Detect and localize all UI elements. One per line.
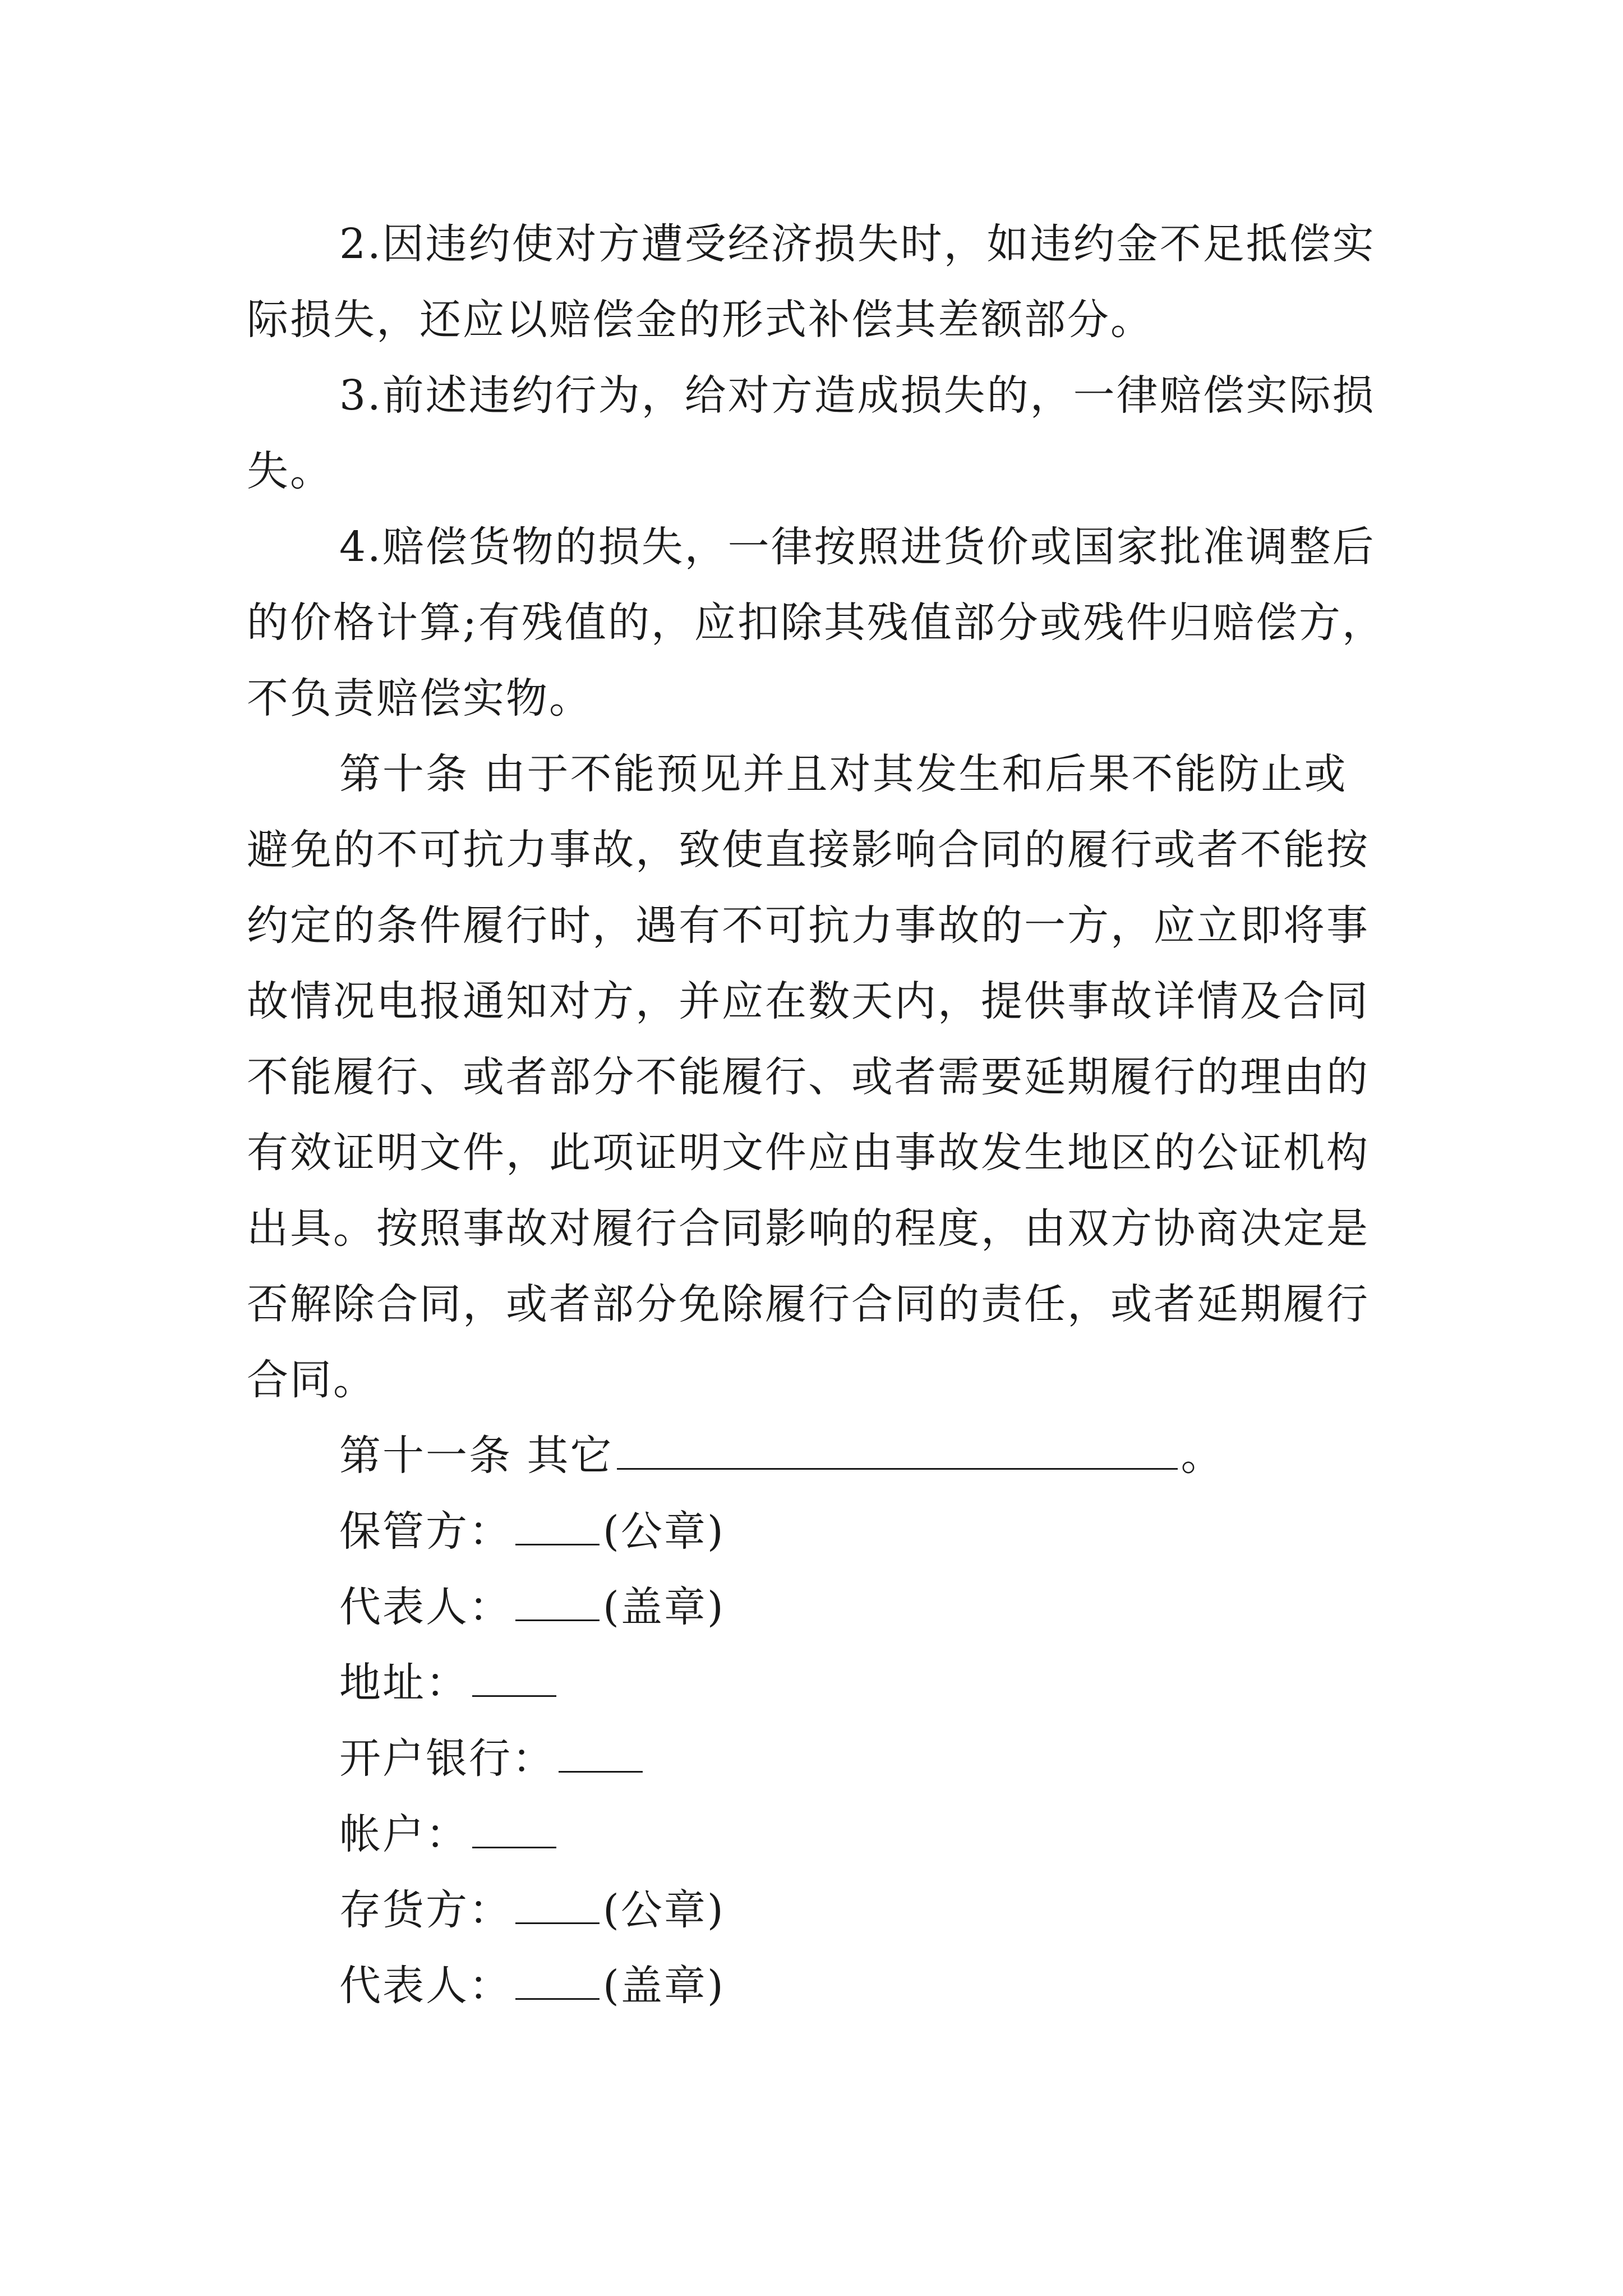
clause-4-line-1: 4.赔偿货物的损失，一律按照进货价或国家批准调整后 <box>339 523 1376 571</box>
depositor-blank <box>515 1883 600 1924</box>
article-10-line-2: 避免的不可抗力事故，致使直接影响合同的履行或者不能按 <box>247 826 1370 874</box>
representative-blank-2 <box>515 1959 600 2000</box>
custodian-label: 保管方： <box>339 1507 512 1556</box>
article-10-line-3: 约定的条件履行时，遇有不可抗力事故的一方，应立即将事 <box>247 901 1370 950</box>
article-10-line-1: 第十条 由于不能预见并且对其发生和后果不能防止或 <box>339 750 1348 798</box>
representative-blank <box>515 1580 600 1621</box>
clause-3-line-1: 3.前述违约行为，给对方造成损失的，一律赔偿实际损 <box>339 371 1376 420</box>
custodian-representative-row <box>339 1579 725 1635</box>
account-blank <box>472 1807 556 1848</box>
bank-row <box>339 1731 646 1787</box>
custodian-row <box>339 1503 725 1559</box>
article-10-line-4: 故情况电报通知对方，并应在数天内，提供事故详情及合同 <box>247 977 1370 1025</box>
representative-label-2: 代表人： <box>339 1962 512 2010</box>
article-10-line-9: 合同。 <box>247 1356 376 1404</box>
representative-label: 代表人： <box>339 1583 512 1631</box>
address-blank <box>472 1656 556 1697</box>
clause-2-line-1: 2.因违约使对方遭受经济损失时，如违约金不足抵偿实 <box>339 220 1376 268</box>
article-10-line-7: 出具。按照事故对履行合同影响的程度，由双方协商决定是 <box>247 1204 1370 1253</box>
article-11-blank <box>617 1429 1178 1470</box>
article-11 <box>339 1428 1224 1484</box>
account-row <box>339 1806 560 1862</box>
article-10-line-6: 有效证明文件，此项证明文件应由事故发生地区的公证机构 <box>247 1129 1370 1177</box>
depositor-row <box>339 1882 725 1938</box>
article-11-end: 。 <box>1181 1432 1224 1480</box>
address-row <box>339 1655 560 1711</box>
bank-label: 开户银行： <box>339 1734 555 1783</box>
depositor-seal: (公章) <box>603 1886 725 1934</box>
clause-4-line-3: 不负责赔偿实物。 <box>247 674 592 723</box>
bank-blank <box>559 1732 643 1773</box>
article-10-line-5: 不能履行、或者部分不能履行、或者需要延期履行的理由的 <box>247 1053 1370 1101</box>
depositor-label: 存货方： <box>339 1886 512 1934</box>
account-label: 帐户： <box>339 1810 469 1858</box>
clause-4-line-2: 的价格计算;有残值的，应扣除其残值部分或残件归赔偿方， <box>247 599 1385 647</box>
article-11-label: 第十一条 其它 <box>339 1432 614 1480</box>
representative-seal-2: (盖章) <box>603 1962 725 2010</box>
clause-2-line-2: 际损失，还应以赔偿金的形式补偿其差额部分。 <box>247 296 1154 344</box>
representative-seal: (盖章) <box>603 1583 725 1631</box>
custodian-seal: (公章) <box>603 1507 725 1556</box>
address-label: 地址： <box>339 1659 469 1707</box>
depositor-representative-row <box>339 1958 725 2014</box>
clause-3-line-2: 失。 <box>247 447 333 495</box>
article-10-line-8: 否解除合同，或者部分免除履行合同的责任，或者延期履行 <box>247 1280 1370 1328</box>
custodian-blank <box>515 1504 600 1545</box>
